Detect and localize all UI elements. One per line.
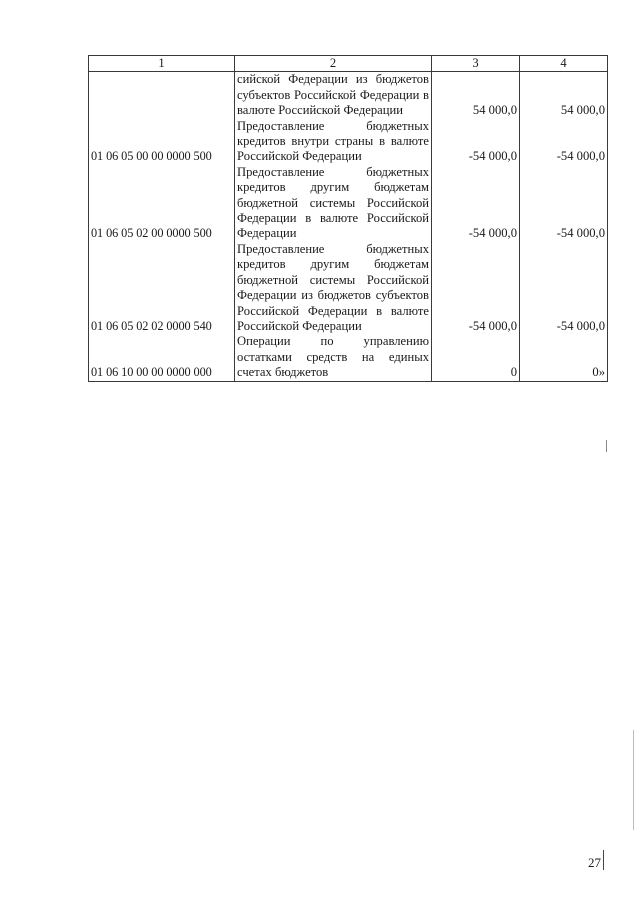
row-description: Операции по управлению остатками средств на единых счетах бюджетов xyxy=(235,334,432,381)
row-value-col3: -54 000,0 xyxy=(432,119,520,165)
row-description: Предоставление бюджетных кредитов другим бюджетам бюджетной системы Российской Федерации в валюте Российской Федерации xyxy=(235,165,432,242)
budget-table xyxy=(88,55,608,382)
column-header-2: 2 xyxy=(235,56,432,72)
column-header-1: 1 xyxy=(89,56,235,72)
row-code: 01 06 05 02 00 0000 500 xyxy=(89,165,235,242)
table-row xyxy=(89,72,608,119)
row-code: 01 06 05 02 02 0000 540 xyxy=(89,242,235,334)
column-header-4: 4 xyxy=(520,56,608,72)
table-header-row xyxy=(89,56,608,72)
page-number: 27 xyxy=(588,855,601,870)
table-row xyxy=(89,165,608,242)
row-code xyxy=(89,72,235,119)
page-number-bar xyxy=(603,850,604,870)
table-row xyxy=(89,242,608,334)
scan-artifact xyxy=(606,440,607,452)
row-value-col4: -54 000,0 xyxy=(520,165,608,242)
row-description: Предоставление бюджетных кредитов другим бюджетам бюджетной системы Российской Федерации из бюджетов субъектов Российской Федерации в валюте Российской Федерации xyxy=(235,242,432,334)
row-code: 01 06 05 00 00 0000 500 xyxy=(89,119,235,165)
scan-artifact xyxy=(633,730,634,830)
row-value-col3: 0 xyxy=(432,334,520,381)
row-value-col4: 0» xyxy=(520,334,608,381)
row-value-col4: 54 000,0 xyxy=(520,72,608,119)
row-value-col3: 54 000,0 xyxy=(432,72,520,119)
row-value-col3: -54 000,0 xyxy=(432,165,520,242)
row-description: сийской Федерации из бюджетов субъектов Российской Федерации в валюте Российской Федерации xyxy=(235,72,432,119)
row-value-col3: -54 000,0 xyxy=(432,242,520,334)
column-header-3: 3 xyxy=(432,56,520,72)
table-row xyxy=(89,119,608,165)
table-row xyxy=(89,334,608,381)
row-value-col4: -54 000,0 xyxy=(520,119,608,165)
row-description: Предоставление бюджетных кредитов внутри страны в валюте Российской Федерации xyxy=(235,119,432,165)
row-value-col4: -54 000,0 xyxy=(520,242,608,334)
row-code: 01 06 10 00 00 0000 000 xyxy=(89,334,235,381)
